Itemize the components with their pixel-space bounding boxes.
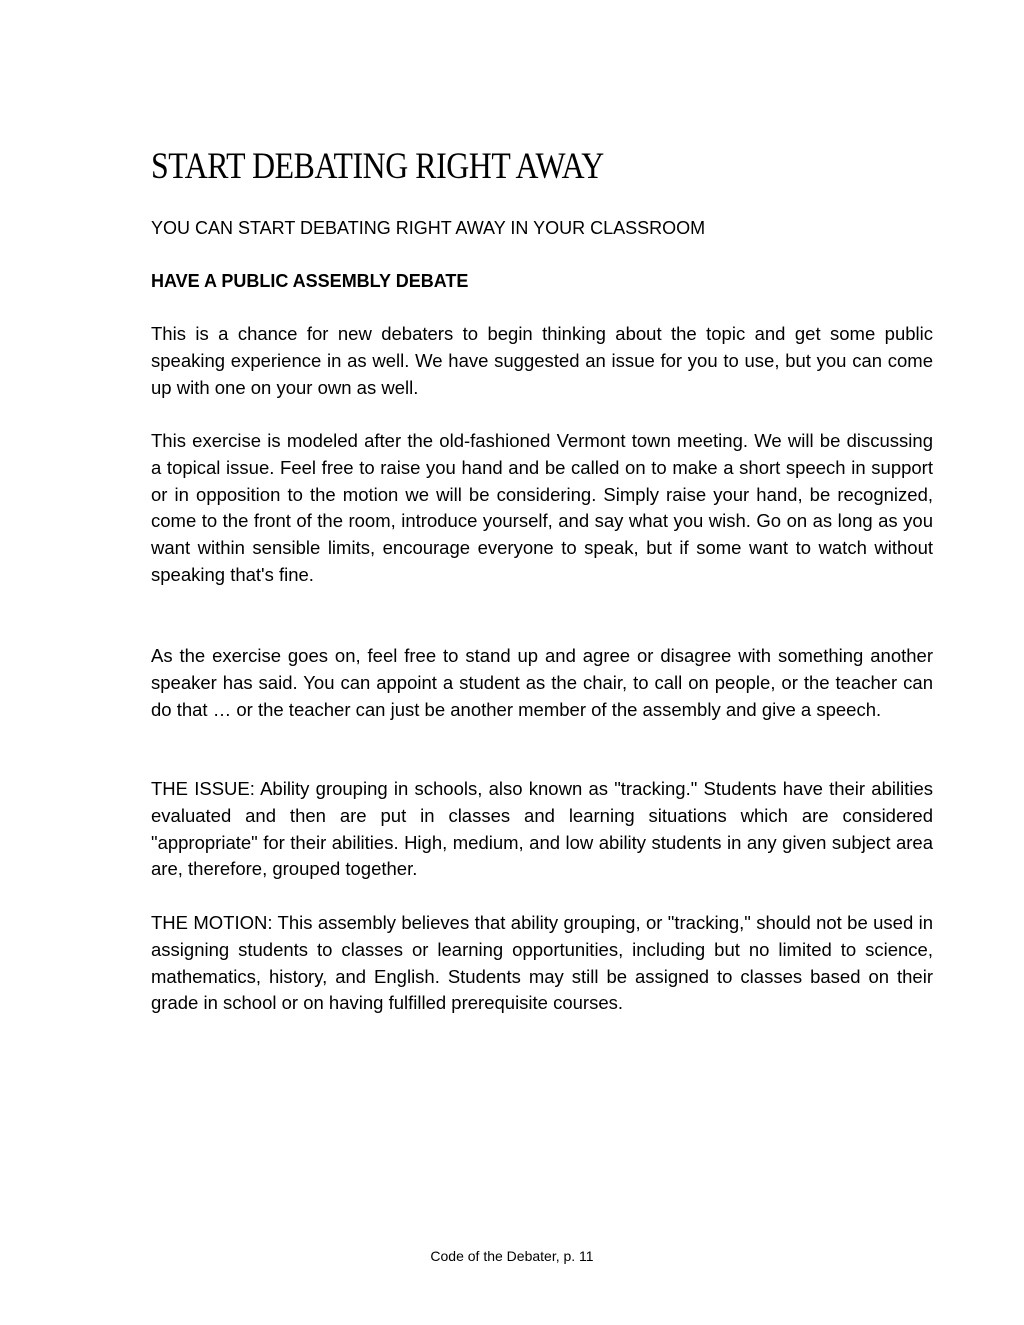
page-subtitle: YOU CAN START DEBATING RIGHT AWAY IN YOUR CLASSROOM [151, 218, 706, 238]
page-title: START DEBATING RIGHT AWAY [151, 146, 604, 187]
page-footer: Code of the Debater, p. 11 [430, 1248, 594, 1264]
paragraph-issue: THE ISSUE: Ability grouping in schools, also known as "tracking." Students have their abilities evaluated and then are put in classes and learning situations which are considered "appropriate" for their abilities. High, medium, and low ability students in any given subject area are, therefore, grouped together. [151, 778, 933, 880]
paragraph-exercise: This exercise is modeled after the old-fashioned Vermont town meeting. We will be discussing a topical issue. Feel free to raise you hand and be called on to make a short speech in support or in opposition to the motion we will be considering. Simply raise your hand, be recognized, come to the front of the room, introduce yourself, and say what you wish. Go on as long as you want within sensible limits, encourage everyone to speak, but if some want to watch without speaking that's fine. [151, 430, 933, 585]
paragraph-motion: THE MOTION: This assembly believes that ability grouping, or "tracking," should not be used in assigning students to classes or learning opportunities, including but no limited to science, mathematics, history, and English. Students may still be assigned to classes based on their grade in school or on having fulfilled prerequisite courses. [151, 912, 933, 1014]
paragraph-intro: This is a chance for new debaters to begin thinking about the topic and get some public speaking experience in as well. We have suggested an issue for you to use, but you can come up with one on your own as well. [151, 323, 933, 398]
paragraph-procedure: As the exercise goes on, feel free to stand up and agree or disagree with something another speaker has said. You can appoint a student as the chair, to call on people, or the teacher can do that … or the teacher can just be another member of the assembly and give a speech. [151, 645, 933, 720]
section-heading: HAVE A PUBLIC ASSEMBLY DEBATE [151, 271, 469, 291]
